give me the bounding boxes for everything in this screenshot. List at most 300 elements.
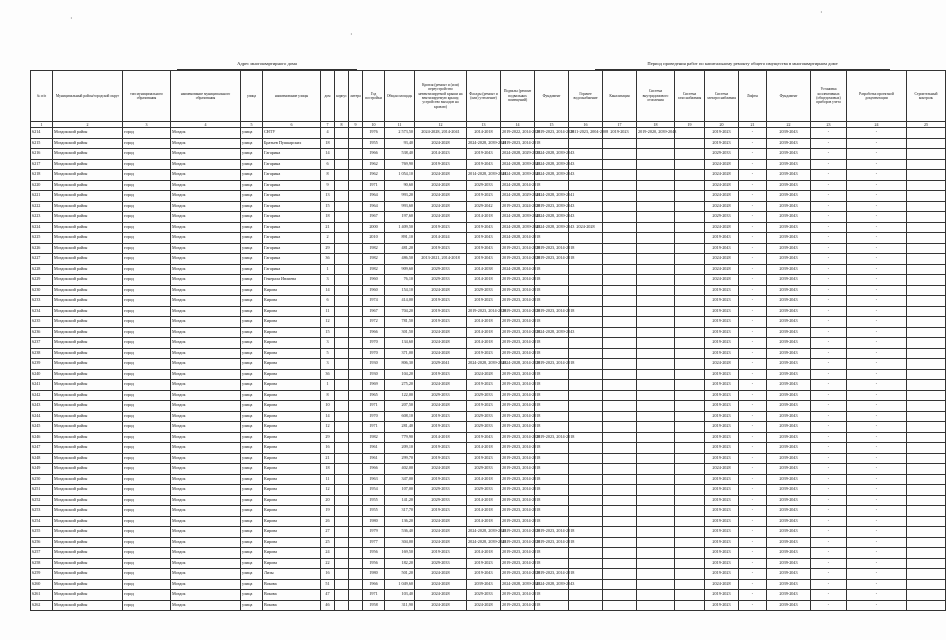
cell-electric: 2024-2028 [705, 579, 739, 590]
cell-street-name: СНТУ [263, 128, 321, 139]
cell-building [335, 296, 349, 307]
cell-basement: 2019-2023, 2014-2018 [501, 422, 535, 433]
cell-roof: 2024-2028 [415, 527, 467, 538]
cell-number: 6223 [31, 212, 53, 223]
cell-gas [675, 233, 705, 244]
cell-district: Моздокский район [53, 306, 123, 317]
table-row [31, 159, 946, 170]
cell-district: Моздокский район [53, 243, 123, 254]
cell-gas [675, 128, 705, 139]
cell-settlement-type: город [123, 558, 171, 569]
cell-house: 14 [321, 411, 335, 422]
cell-supervision [907, 254, 946, 265]
cell-building [335, 233, 349, 244]
cell-year: 1982 [363, 243, 385, 254]
column-number: 24 [847, 122, 907, 128]
cell-house: 21 [321, 453, 335, 464]
cell-year: 1971 [363, 401, 385, 412]
cell-number: 6222 [31, 201, 53, 212]
cell-number: 6260 [31, 579, 53, 590]
cell-building [335, 254, 349, 265]
column-number: 15 [535, 122, 569, 128]
cell-number: 6239 [31, 359, 53, 370]
cell-number: 6240 [31, 369, 53, 380]
cell-electric: 2019-2023 [705, 453, 739, 464]
cell-district: Моздокский район [53, 369, 123, 380]
cell-heating [637, 222, 675, 233]
cell-street-name: Гагарина [263, 170, 321, 181]
cell-elevators: - [739, 380, 767, 391]
cell-district: Моздокский район [53, 432, 123, 443]
cell-area: 806,30 [385, 359, 415, 370]
cell-year: 1954 [363, 485, 385, 496]
table-row [31, 537, 946, 548]
cell-basement: 2019-2023, 2014-2018 [501, 317, 535, 328]
cell-number: 6243 [31, 401, 53, 412]
cell-letter [349, 579, 363, 590]
cell-house: 2 [321, 233, 335, 244]
cell-sewerage [603, 558, 637, 569]
cell-district: Моздокский район [53, 579, 123, 590]
cell-street-type: улица [241, 201, 263, 212]
cell-number: 6253 [31, 506, 53, 517]
cell-sewerage [603, 327, 637, 338]
cell-district: Моздокский район [53, 495, 123, 506]
cell-design-docs: - [847, 432, 907, 443]
cell-facade: 2014-2018 [467, 212, 501, 223]
cell-gas [675, 579, 705, 590]
cell-street-name: Кирова [263, 474, 321, 485]
cell-number: 6215 [31, 138, 53, 149]
cell-design-docs: - [847, 338, 907, 349]
cell-supervision [907, 464, 946, 475]
cell-number: 6224 [31, 222, 53, 233]
table-row [31, 579, 946, 590]
cell-house: 12 [321, 485, 335, 496]
cell-gas [675, 474, 705, 485]
cell-building [335, 411, 349, 422]
cell-supervision [907, 590, 946, 601]
table-row [31, 558, 946, 569]
cell-district: Моздокский район [53, 485, 123, 496]
cell-design-docs: - [847, 506, 907, 517]
cell-year: 1970 [363, 411, 385, 422]
cell-design-docs: - [847, 296, 907, 307]
cell-street-name: Гагарина [263, 149, 321, 160]
cell-design-docs: - [847, 359, 907, 370]
cell-settlement-type: город [123, 600, 171, 611]
cell-foundation: 2024-2028, 2039-2041 [535, 191, 569, 202]
cell-heating [637, 170, 675, 181]
cell-house: 10 [321, 401, 335, 412]
table-row [31, 506, 946, 517]
cell-gas [675, 495, 705, 506]
cell-municipality: Моздок [171, 359, 241, 370]
cell-roof: 2019-2023 [415, 369, 467, 380]
cell-street-name: Кирова [263, 296, 321, 307]
cell-facade: 2014-2018 [467, 516, 501, 527]
cell-roof: 2024-2028 [415, 212, 467, 223]
cell-sewerage [603, 401, 637, 412]
cell-roof: 2019-2023 [415, 411, 467, 422]
column-number: 9 [349, 122, 363, 128]
column-number: 16 [569, 122, 603, 128]
cell-meters: - [811, 348, 847, 359]
cell-municipality: Моздок [171, 527, 241, 538]
cell-area: 779,90 [385, 432, 415, 443]
cell-electric: 2019-2023 [705, 506, 739, 517]
cell-electric: 2019-2023 [705, 380, 739, 391]
cell-roof: 2029-2041 [415, 359, 467, 370]
cell-sewerage [603, 359, 637, 370]
cell-gas [675, 527, 705, 538]
col-header: Фасады (ремонт и (или) утепление) [467, 71, 501, 122]
cell-street-name: Вокова [263, 579, 321, 590]
cell-street-name: Кирова [263, 516, 321, 527]
cell-facade: 2014-2018 [467, 128, 501, 139]
cell-design-docs: - [847, 264, 907, 275]
cell-year: 1958 [363, 600, 385, 611]
cell-building [335, 506, 349, 517]
cell-house: 51 [321, 579, 335, 590]
cell-street-name: Кирова [263, 506, 321, 517]
cell-gas [675, 275, 705, 286]
table-row [31, 569, 946, 580]
cell-number: 6261 [31, 590, 53, 601]
cell-municipality: Моздок [171, 306, 241, 317]
cell-design-docs: - [847, 275, 907, 286]
cell-electric: 2019-2023 [705, 327, 739, 338]
cell-roof: 2019-2023 [415, 443, 467, 454]
cell-basement: 2019-2023, 2014-2018 [501, 254, 535, 265]
cell-basement: 2019-2023, 2014-2018 [501, 380, 535, 391]
cell-sewerage [603, 170, 637, 181]
cell-year: 1966 [363, 464, 385, 475]
cell-year: 1963 [363, 474, 385, 485]
cell-elevators: - [739, 548, 767, 559]
cell-number: 6249 [31, 464, 53, 475]
cell-roof: 2019-2023 [415, 317, 467, 328]
cell-hot-water [569, 390, 603, 401]
cell-elevators: - [739, 180, 767, 191]
cell-street-type: улица [241, 579, 263, 590]
cell-elevators: - [739, 600, 767, 611]
cell-foundation-2: 2039-2043 [767, 128, 811, 139]
cell-letter [349, 201, 363, 212]
cell-supervision [907, 369, 946, 380]
cell-municipality: Моздок [171, 233, 241, 244]
cell-electric: 2019-2023 [705, 369, 739, 380]
cell-electric: 2029-2033 [705, 212, 739, 223]
cell-hot-water [569, 600, 603, 611]
cell-elevators: - [739, 579, 767, 590]
cell-building [335, 338, 349, 349]
cell-roof: 2029-2033 [415, 264, 467, 275]
cell-supervision [907, 348, 946, 359]
cell-building [335, 285, 349, 296]
cell-gas [675, 390, 705, 401]
cell-building [335, 275, 349, 286]
cell-municipality: Моздок [171, 516, 241, 527]
cell-heating [637, 191, 675, 202]
cell-electric: 2019-2023 [705, 390, 739, 401]
cell-settlement-type: город [123, 159, 171, 170]
cell-facade: 2019-2023, 2014-2018 [467, 306, 501, 317]
scan-speck: · [350, 30, 353, 39]
cell-letter [349, 537, 363, 548]
cell-hot-water [569, 296, 603, 307]
cell-heating [637, 149, 675, 160]
cell-sewerage [603, 537, 637, 548]
cell-year: 1930 [363, 359, 385, 370]
cell-meters: - [811, 590, 847, 601]
cell-street-name: Кирова [263, 453, 321, 464]
cell-number: 6257 [31, 548, 53, 559]
cell-facade: 2014-2028, 2039-2041 [467, 170, 501, 181]
cell-area: 275,20 [385, 380, 415, 391]
cell-design-docs: - [847, 516, 907, 527]
cell-foundation: 2019-2023, 2014-2018 [535, 527, 569, 538]
cell-sewerage [603, 495, 637, 506]
cell-gas [675, 170, 705, 181]
cell-area: 122,00 [385, 390, 415, 401]
cell-letter [349, 264, 363, 275]
cell-house: 9 [321, 180, 335, 191]
scan-speck: · [820, 8, 823, 17]
cell-design-docs: - [847, 495, 907, 506]
cell-district: Моздокский район [53, 128, 123, 139]
cell-municipality: Моздок [171, 191, 241, 202]
cell-electric: 2019-2023 [705, 411, 739, 422]
cell-house: 14 [321, 285, 335, 296]
cell-building [335, 369, 349, 380]
cell-heating [637, 275, 675, 286]
cell-roof: 2019-2023 [415, 506, 467, 517]
cell-elevators: - [739, 327, 767, 338]
cell-letter [349, 369, 363, 380]
cell-street-type: улица [241, 600, 263, 611]
cell-number: 6229 [31, 275, 53, 286]
column-number: 12 [415, 122, 467, 128]
cell-elevators: - [739, 359, 767, 370]
cell-heating [637, 296, 675, 307]
cell-supervision [907, 495, 946, 506]
cell-hot-water [569, 380, 603, 391]
col-header: Установка коллективных (общедомовых) приборов учета [811, 71, 847, 122]
cell-area: 301,50 [385, 327, 415, 338]
column-number: 2 [53, 122, 123, 128]
cell-supervision [907, 527, 946, 538]
cell-letter [349, 306, 363, 317]
cell-year: 1970 [363, 348, 385, 359]
cell-street-name: Гагарина [263, 191, 321, 202]
cell-design-docs: - [847, 590, 907, 601]
cell-sewerage [603, 243, 637, 254]
cell-municipality: Моздок [171, 243, 241, 254]
cell-street-type: улица [241, 390, 263, 401]
cell-elevators: - [739, 275, 767, 286]
col-header: Лифты [739, 71, 767, 122]
cell-street-name: Генерала Ивлиева [263, 275, 321, 286]
cell-gas [675, 159, 705, 170]
cell-building [335, 443, 349, 454]
cell-street-name: Вокова [263, 600, 321, 611]
cell-elevators: - [739, 464, 767, 475]
cell-number: 6220 [31, 180, 53, 191]
cell-area: 207,50 [385, 401, 415, 412]
cell-municipality: Моздок [171, 212, 241, 223]
cell-gas [675, 569, 705, 580]
cell-year: 1960 [363, 275, 385, 286]
cell-house: 24 [321, 548, 335, 559]
table-row [31, 548, 946, 559]
cell-facade: 2014-2018 [467, 443, 501, 454]
cell-house: 19 [321, 506, 335, 517]
cell-basement: 2024-2028, 2039-2043 [501, 222, 535, 233]
cell-municipality: Моздок [171, 569, 241, 580]
cell-foundation-2: 2039-2043 [767, 579, 811, 590]
cell-house: 21 [321, 222, 335, 233]
cell-facade: 2014-2018 [467, 474, 501, 485]
cell-basement: 2019-2023, 2014-2018 [501, 548, 535, 559]
cell-elevators: - [739, 569, 767, 580]
cell-municipality: Моздок [171, 443, 241, 454]
cell-street-type: улица [241, 170, 263, 181]
cell-basement: 2024-2028, 2039-2043 [501, 579, 535, 590]
cell-letter [349, 128, 363, 139]
cell-building [335, 485, 349, 496]
cell-supervision [907, 138, 946, 149]
cell-meters: - [811, 411, 847, 422]
cell-year: 1964 [363, 201, 385, 212]
cell-building [335, 380, 349, 391]
cell-letter [349, 212, 363, 223]
cell-number: 6250 [31, 474, 53, 485]
cell-elevators: - [739, 296, 767, 307]
cell-facade: 2019-2043 [467, 432, 501, 443]
cell-letter [349, 443, 363, 454]
cell-roof: 2024-2028 [415, 285, 467, 296]
cell-supervision [907, 201, 946, 212]
cell-heating [637, 212, 675, 223]
cell-district: Моздокский район [53, 506, 123, 517]
cell-number: 6262 [31, 600, 53, 611]
cell-street-name: Кирова [263, 327, 321, 338]
cell-foundation-2: 2039-2043 [767, 474, 811, 485]
cell-municipality: Моздок [171, 464, 241, 475]
cell-electric: 2019-2023 [705, 138, 739, 149]
column-number: 10 [363, 122, 385, 128]
cell-foundation: 2024-2028, 2039-2043 [535, 170, 569, 181]
col-header: Общая площадь [385, 71, 415, 122]
cell-gas [675, 369, 705, 380]
table-row [31, 191, 946, 202]
cell-settlement-type: город [123, 264, 171, 275]
cell-meters: - [811, 485, 847, 496]
cell-facade: 2024-2028 [467, 369, 501, 380]
cell-letter [349, 495, 363, 506]
cell-heating [637, 569, 675, 580]
table-row [31, 348, 946, 359]
cell-settlement-type: город [123, 548, 171, 559]
cell-street-name: Кирова [263, 369, 321, 380]
cell-area: 104,20 [385, 369, 415, 380]
cell-roof: 2024-2028 [415, 401, 467, 412]
cell-elevators: - [739, 128, 767, 139]
table-row [31, 138, 946, 149]
cell-municipality: Моздок [171, 474, 241, 485]
cell-elevators: - [739, 369, 767, 380]
table-row [31, 222, 946, 233]
cell-heating [637, 306, 675, 317]
cell-house: 26 [321, 516, 335, 527]
cell-municipality: Моздок [171, 338, 241, 349]
cell-design-docs: - [847, 254, 907, 265]
cell-settlement-type: город [123, 317, 171, 328]
cell-district: Моздокский район [53, 569, 123, 580]
cell-settlement-type: город [123, 306, 171, 317]
cell-roof: 2024-2028 [415, 380, 467, 391]
cell-district: Моздокский район [53, 191, 123, 202]
cell-electric: 2019-2023 [705, 527, 739, 538]
cell-heating [637, 548, 675, 559]
cell-sewerage [603, 380, 637, 391]
cell-foundation-2: 2039-2043 [767, 254, 811, 265]
cell-house: 27 [321, 527, 335, 538]
table-row [31, 254, 946, 265]
cell-settlement-type: город [123, 348, 171, 359]
cell-design-docs: - [847, 348, 907, 359]
cell-heating [637, 537, 675, 548]
cell-letter [349, 569, 363, 580]
cell-year: 1956 [363, 558, 385, 569]
cell-house: 36 [321, 254, 335, 265]
cell-meters: - [811, 212, 847, 223]
cell-gas [675, 317, 705, 328]
cell-meters: - [811, 474, 847, 485]
cell-district: Моздокский район [53, 464, 123, 475]
cell-heating [637, 233, 675, 244]
cell-gas [675, 191, 705, 202]
cell-municipality: Моздок [171, 453, 241, 464]
cell-meters: - [811, 548, 847, 559]
cell-street-name: Гагарина [263, 180, 321, 191]
cell-elevators: - [739, 516, 767, 527]
cell-electric: 2024-2028 [705, 170, 739, 181]
cell-facade: 2029-2033 [467, 485, 501, 496]
column-number: 22 [767, 122, 811, 128]
cell-street-name: Кирова [263, 422, 321, 433]
cell-street-type: улица [241, 548, 263, 559]
cell-supervision [907, 306, 946, 317]
cell-roof: 2024-2028 [415, 537, 467, 548]
cell-house: 16 [321, 569, 335, 580]
cell-supervision [907, 296, 946, 307]
cell-sewerage [603, 212, 637, 223]
cell-letter [349, 527, 363, 538]
cell-street-name: Гагарина [263, 159, 321, 170]
cell-letter [349, 411, 363, 422]
cell-foundation: 2024-2028, 2039-2043 [535, 327, 569, 338]
cell-year: 1982 [363, 432, 385, 443]
cell-street-type: улица [241, 411, 263, 422]
cell-heating [637, 422, 675, 433]
cell-settlement-type: город [123, 432, 171, 443]
cell-heating [637, 474, 675, 485]
cell-number: 6256 [31, 537, 53, 548]
cell-house: 12 [321, 422, 335, 433]
cell-design-docs: - [847, 285, 907, 296]
